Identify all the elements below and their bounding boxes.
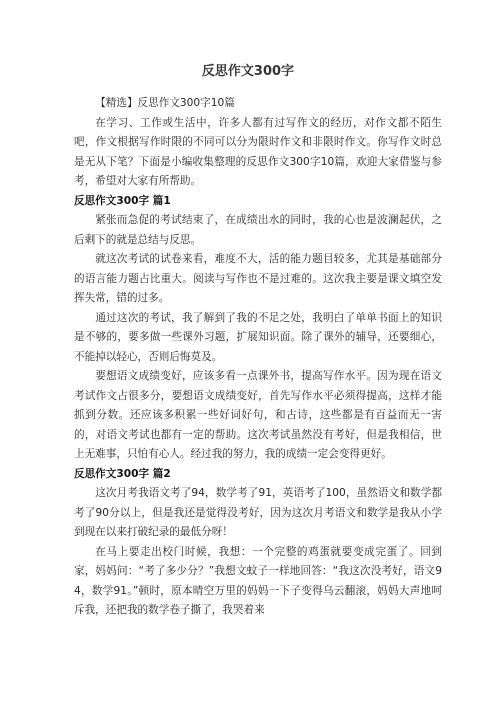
paragraph: 通过这次的考试，我了解到了我的不足之处，我明白了单单书面上的知识是不够的，要多做一些课外习题，扩展知识面。除了课外的辅导，还要细心，不能掉以轻心，否则后悔莫及。 — [74, 311, 442, 363]
article-body — [74, 94, 442, 621]
paragraph: 就这次考试的试卷来看，难度不大，活的能力题目较多，尤其是基础部分的语言能力题占比重大。阅读与写作也不是过难的。这次我主要是课文填空发挥失常，错的过多。 — [74, 253, 442, 304]
paragraph-intro-title: 【精选】反思作文300字10篇 — [95, 97, 235, 109]
paragraph: 这次月考我语文考了94，数学考了91，英语考了100，虽然语文和数学都考了90分以上，但是我还是觉得没考好，因为这次月考语文和数学是我从小学到现在以来打破纪录的最低分呀！ — [74, 487, 442, 538]
paragraph: 在马上要走出校门时候，我想：一个完整的鸡蛋就要变成完蛋了。回到家，妈妈问：“考了多少分？”我想文蚊子一样地回答：“我这次没考好，语文94，数学91。”顿时，原本晴空万里的妈妈一下子变得乌云翻滚，妈妈大声地呵斥我，还把我的数学卷子撕了，我哭着来 — [74, 545, 442, 616]
section-heading-2: 反思作文300字 篇2 — [74, 467, 171, 480]
paragraph-intro: 在学习、工作或生活中，许多人都有过写作文的经历，对作文都不陌生吧，作文根据写作时限的不同可以分为限时作文和非限时作文。你写作文时总是无从下笔？下面是小编收集整理的反思作文300字10篇，欢迎大家借鉴与参考，希望对大家有所帮助。 — [74, 116, 442, 187]
page-title: 反思作文300字 — [201, 64, 295, 79]
paragraph: 紧张而急促的考试结束了，在成绩出水的同时，我的心也是波澜起伏，之后剩下的就是总结与反思。 — [74, 214, 442, 246]
section-heading-1: 反思作文300字 篇1 — [74, 194, 171, 207]
paragraph: 要想语文成绩变好，应该多看一点课外书，提高写作水平。因为现在语文考试作文占很多分，要想语文成绩变好，首先写作水平必须得提高，这样才能抓到分数。还应该多积累一些好词好句，和古诗，这些都是有百益而无一害的，对语文考试也都有一定的帮助。这次考试虽然没有考好，但是我相信，世上无难事，只怕有心人。经过我的努力，我的成绩一定会变得更好。 — [74, 370, 442, 460]
